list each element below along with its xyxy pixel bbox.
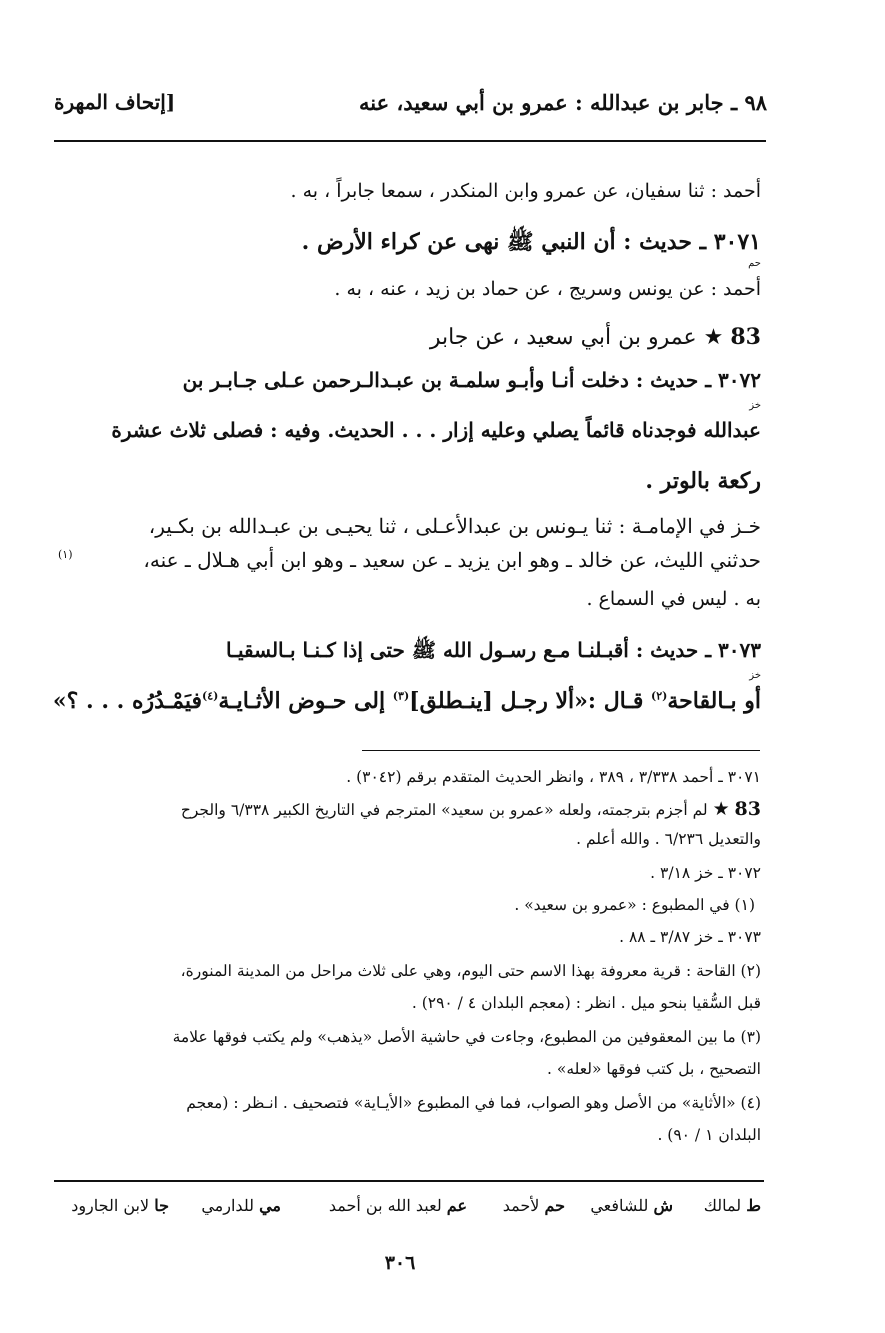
footnote-ref-1: (١) <box>58 548 73 561</box>
section-83 <box>430 324 761 350</box>
running-title: ٩٨ ـ جابر بن عبدالله : عمرو بن أبي سعيد، عنه <box>359 90 767 115</box>
footnote-text: لم أجزم بترجمته، ولعله «عمرو بن سعيد» المترجم في التاريخ الكبير ٦/٣٣٨ والجرح <box>180 801 708 819</box>
legend-item <box>503 1196 565 1215</box>
legend-code: ش <box>653 1196 673 1215</box>
chain-line-2: أحمد : عن يونس وسريج ، عن حماد بن زيد ، عنه ، به . <box>334 278 761 300</box>
footnote-3-line-1: (٣) ما بين المعقوفين من المطبوع، وجاءت في حاشية الأصل «يذهب» ولم يكتب فوقها علامة <box>172 1028 761 1046</box>
page-number: ٣٠٦ <box>384 1252 416 1274</box>
legend-name: للشافعي <box>590 1196 649 1215</box>
hadith-3073-line-1: ٣٠٧٣ ـ حديث : أقبـلنـا مـع رسـول الله ﷺ حتى إذا كـنـا بـالسقيـا <box>226 638 761 662</box>
hadith-text-part: فيَمْـدُرُه . . . ؟» <box>52 688 202 714</box>
hadith-text-part: أو بـالقاحة <box>667 688 761 714</box>
star-icon: ★ <box>712 798 730 820</box>
hadith-text-part: قـال :«ألا رجـل [ينـطلق] <box>409 688 644 714</box>
footnote-1: (١) في المطبوع : «عمرو بن سعيد» . <box>514 896 755 914</box>
hadith-3071 <box>302 228 761 260</box>
legend-name: للدارمي <box>201 1196 254 1215</box>
footnote-3072: ٣٠٧٢ ـ خز ٣/١٨ . <box>650 864 761 882</box>
hadith-text: ـ حديث : أن النبي ﷺ نهى عن كراء الأرض . <box>301 229 707 255</box>
footnote-3071: ٣٠٧١ ـ أحمد ٣/٣٣٨ ، ٣٨٩ ، وانظر الحديث المتقدم برقم (٣٠٤٢) . <box>346 768 761 786</box>
footnote-83-line-1 <box>58 798 761 820</box>
legend-item <box>704 1196 761 1215</box>
section-title: عمرو بن أبي سعيد ، عن جابر <box>429 325 697 350</box>
header-rule <box>54 140 766 142</box>
chain-line-1: أحمد : ثنا سفيان، عن عمرو وابن المنكدر ، سمعا جابراً ، به . <box>290 180 761 202</box>
legend-rule <box>54 1180 764 1182</box>
hadith-3072-line-2: عبدالله فوجدناه قائماً يصلي وعليه إزار . . . الحديث. وفيه : فصلى ثلاث عشرة <box>111 418 761 442</box>
hadith-3073-line-2 <box>53 688 761 714</box>
footnote-3-line-2: التصحيح ، بل كتب فوقها «لعله» . <box>547 1060 761 1078</box>
legend-code: مي <box>259 1196 281 1215</box>
khz-chain-line-1: خـز في الإمامـة : ثنا يـونس بن عبدالأعـلى ، ثنا يحيـى بن عبـدالله بن بكـير، <box>148 514 761 538</box>
footnote-4-line-2: البلدان ١ / ٩٠) . <box>657 1126 761 1144</box>
legend-name: لأحمد <box>502 1196 540 1215</box>
legend-item <box>201 1196 281 1215</box>
legend-code: حم <box>544 1196 565 1215</box>
footnote-ref-2: (٢) <box>651 689 668 703</box>
hadith-text-part: إلى حـوض الأثـايـة <box>218 688 386 714</box>
section-number: 83 <box>730 324 761 350</box>
legend-item <box>590 1196 673 1215</box>
legend-code: ط <box>746 1196 761 1215</box>
legend-code: عم <box>446 1196 467 1215</box>
legend-code: جا <box>154 1196 169 1215</box>
hadith-number: ٣٠٧١ <box>713 229 761 255</box>
footnote-2-line-1: (٢) القاحة : قرية معروفة بهذا الاسم حتى اليوم، وهي على ثلاث مراحل من المدينة المنورة، <box>180 962 761 980</box>
footnote-4-line-1: (٤) «الأثاية» من الأصل وهو الصواب، فما في المطبوع «الأيـاية» فتصحيف . انـظر : (معجم <box>186 1094 761 1112</box>
hadith-3072-line-3: ركعة بالوتر . <box>645 468 761 494</box>
footnote-rule <box>362 750 760 751</box>
legend-name: لابن الجارود <box>71 1196 150 1215</box>
source-mark-khz-2: خز <box>749 670 761 681</box>
footnote-83-line-2: والتعديل ٦/٢٣٦ . والله أعلم . <box>576 830 761 848</box>
footnote-2-line-2: قبل السُّقيا بنحو ميل . انظر : (معجم البلدان ٤ / ٢٩٠) . <box>411 994 761 1012</box>
hadith-3072-line-1: ٣٠٧٢ ـ حديث : دخلت أنـا وأبـو سلمـة بن عبـدالـرحمن عـلى جـابـر بن <box>182 368 761 392</box>
footnote-3073: ٣٠٧٣ ـ خز ٣/٨٧ ـ ٨٨ . <box>619 928 761 946</box>
legend-name: لعبد الله بن أحمد <box>328 1196 442 1215</box>
source-mark-khz-1: خز <box>749 400 761 411</box>
legend-name: لمالك <box>703 1196 742 1215</box>
star-icon: ★ <box>703 325 724 350</box>
book-title: [إتحاف المهرة <box>54 90 176 114</box>
legend-item <box>71 1196 169 1215</box>
footnote-ref-4: (٤) <box>201 689 219 703</box>
footnote-section-number: 83 <box>734 798 761 820</box>
source-mark-hm: حم <box>748 258 761 269</box>
khz-chain-line-2: حدثني الليث، عن خالد ـ وهو ابن يزيد ـ عن سعيد ـ وهو ابن أبي هـلال ـ عنه، <box>143 548 761 572</box>
legend-item <box>329 1196 467 1215</box>
footnote-ref-3: (٣) <box>392 689 410 703</box>
khz-chain-line-3: به . ليس في السماع . <box>586 588 761 610</box>
